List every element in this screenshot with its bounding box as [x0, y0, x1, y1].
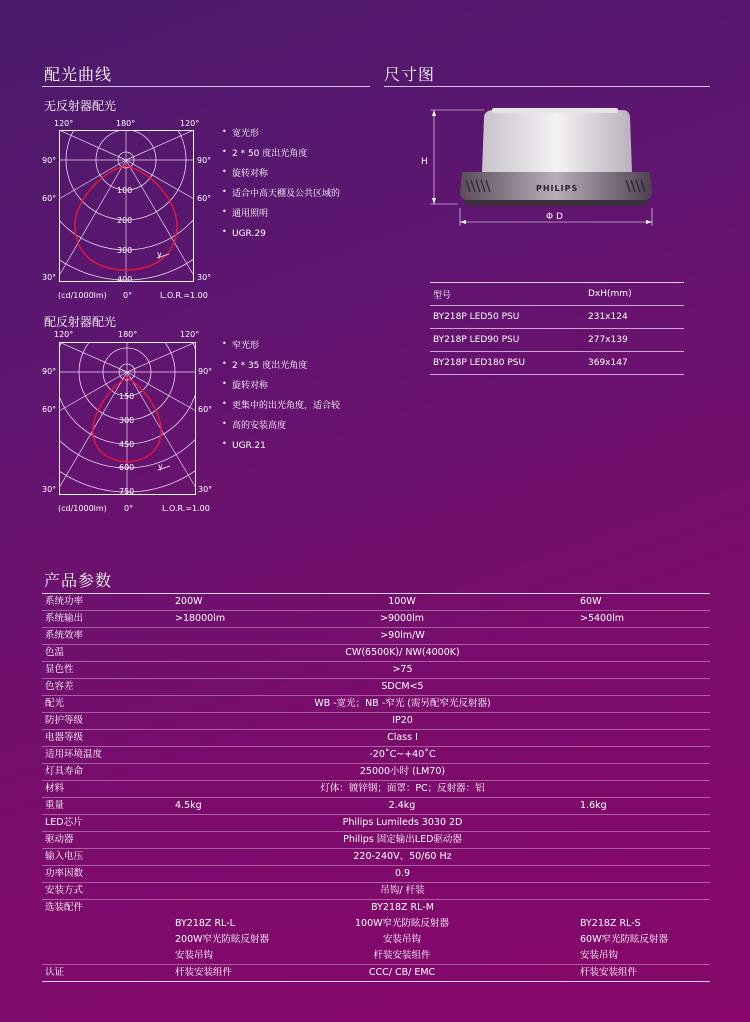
bullet-continuation: • 通用照明	[222, 204, 340, 224]
table-row	[42, 593, 710, 611]
param-key: 系统功率	[45, 596, 84, 607]
param-value: >90lm/W	[380, 630, 425, 641]
param-value-60w: >5400lm	[580, 613, 625, 624]
angle-120-left: 120°	[54, 119, 74, 128]
table-row	[430, 306, 684, 329]
bullet: • UGR.21	[222, 436, 340, 456]
param-value: 0.9	[394, 868, 411, 879]
angle-120-right: 120°	[180, 119, 200, 128]
accessory-60w: 安装吊钩	[580, 950, 619, 961]
param-key: 配光	[45, 698, 65, 709]
param-value: WB -宽光；NB -窄光 (需另配窄光反射器)	[314, 698, 491, 709]
param-key: 材料	[45, 783, 65, 794]
unit-label: (cd/1000lm)	[58, 291, 107, 300]
brand-label: PHILIPS	[536, 184, 579, 193]
accessory-200w: 安装吊钩	[175, 950, 214, 961]
cert-200w: 杆装安装组件	[175, 967, 233, 978]
angle-60-right: 60°	[197, 194, 212, 203]
curve2-bullets	[222, 336, 340, 456]
param-value: Philips Lumileds 3030 2D	[342, 817, 463, 828]
angle-60-right: 60°	[198, 405, 213, 414]
table-row	[42, 730, 710, 747]
table-row	[42, 611, 710, 628]
param-key: 驱动器	[45, 834, 74, 845]
bullet-continuation: • 高的安装高度	[222, 416, 340, 436]
curve1-bullets	[222, 124, 340, 244]
param-value-200w: 200W	[175, 596, 203, 607]
ring-label-750: 750	[119, 487, 135, 496]
angle-30-left: 30°	[42, 485, 57, 494]
param-key: 适用环境温度	[45, 749, 103, 760]
cert-60w: 杆装安装组件	[580, 967, 638, 978]
param-value: IP20	[392, 715, 413, 726]
param-key: 灯具寿命	[45, 766, 84, 777]
param-key: LED芯片	[45, 817, 83, 828]
param-value: >75	[392, 664, 413, 675]
angle-90-right: 90°	[197, 156, 212, 165]
bullet: • 适合中高天棚及公共区域的	[222, 184, 340, 204]
param-key: 色容差	[45, 681, 74, 692]
angle-180: 180°	[116, 119, 136, 128]
table-row	[42, 798, 710, 815]
ring-label-300: 300	[119, 416, 135, 425]
polar-chart-wide	[59, 130, 194, 282]
angle-30-right: 30°	[198, 485, 213, 494]
accessory-100w: 100W窄光防眩反射器	[354, 918, 450, 929]
cert-key: 认证	[45, 967, 65, 978]
params-title: 产品参数	[44, 571, 113, 590]
angle-30-right: 30°	[197, 273, 212, 282]
ring-label-200: 200	[117, 216, 133, 225]
param-value: 25000小时 (LM70)	[359, 766, 446, 777]
accessory-200w: 200W窄光防眩反射器	[175, 934, 270, 945]
bullet: • 旋转对称	[222, 164, 340, 184]
model-cell: BY218P LED50 PSU	[433, 312, 520, 322]
bullet: • 2 * 50 度出光角度	[222, 144, 340, 164]
angle-90-left: 90°	[42, 156, 57, 165]
size-cell: 369x147	[588, 358, 628, 368]
param-value-100w: >9000lm	[379, 613, 425, 624]
accessory-row	[42, 932, 710, 948]
ring-label-100: 100	[117, 186, 133, 195]
accessory-200w: BY218Z RL-L	[175, 918, 235, 929]
param-key: 功率因数	[45, 868, 84, 879]
curve1-title: 无反射器配光	[44, 99, 117, 113]
table-row	[42, 696, 710, 713]
gamma-label: γ	[158, 462, 163, 471]
angle-120-left: 120°	[54, 330, 74, 339]
ring-label-300: 300	[117, 246, 133, 255]
param-key: 防护等级	[45, 715, 84, 726]
param-key: 系统输出	[45, 613, 84, 624]
table-header	[430, 282, 684, 306]
param-value: -20˚C~+40˚C	[369, 749, 436, 760]
height-label: H	[421, 157, 428, 167]
ring-label-150: 150	[119, 392, 135, 401]
header-size: DxH(mm)	[588, 289, 632, 299]
ring-label-400: 400	[117, 275, 133, 284]
table-row	[42, 849, 710, 866]
accessory-100w: 安装吊钩	[382, 934, 421, 945]
table-row	[430, 329, 684, 352]
param-value-100w: 2.4kg	[388, 800, 416, 811]
model-table	[430, 282, 684, 375]
table-row	[42, 645, 710, 662]
table-row	[42, 747, 710, 764]
ring-label-450: 450	[119, 440, 135, 449]
bullet: • 窄光形	[222, 336, 340, 356]
bullet: • 更集中的出光角度，适合较	[222, 396, 340, 416]
diameter-label: Φ D	[546, 212, 563, 222]
model-cell: BY218P LED180 PSU	[433, 358, 526, 368]
param-key: 重量	[45, 800, 65, 811]
param-value-200w: >18000lm	[175, 613, 226, 624]
size-cell: 231x124	[588, 312, 628, 322]
polar-chart-narrow	[59, 342, 196, 495]
param-value-60w: 60W	[580, 596, 602, 607]
table-row	[42, 815, 710, 832]
accessory-60w: 60W窄光防眩反射器	[580, 934, 668, 945]
table-row	[42, 832, 710, 849]
param-value: Class I	[387, 732, 418, 743]
param-value: Philips 固定输出LED驱动器	[343, 834, 462, 845]
angle-60-left: 60°	[42, 405, 57, 414]
accessory-row	[42, 916, 710, 932]
table-row	[430, 352, 684, 375]
param-value-200w: 4.5kg	[175, 800, 202, 811]
table-row	[42, 883, 710, 900]
param-key: 显色性	[45, 664, 74, 675]
angle-120-right: 120°	[180, 330, 200, 339]
param-key: 系统效率	[45, 630, 84, 641]
accessory-100w: 杆装安装组件	[373, 950, 431, 961]
cert-row	[42, 964, 710, 982]
unit-label: (cd/1000lm)	[58, 504, 107, 513]
angle-0: 0°	[123, 291, 133, 300]
bullet: • 旋转对称	[222, 376, 340, 396]
lor-label: L.O.R.=1.00	[160, 291, 208, 300]
angle-60-left: 60°	[42, 194, 57, 203]
dimensions-rule	[384, 86, 710, 87]
curve2-title: 配反射器配光	[44, 315, 117, 329]
params-table	[42, 593, 710, 982]
param-value: 220-240V、50/60 Hz	[353, 851, 452, 862]
param-key: 选装配件	[45, 902, 84, 913]
ring-label-600: 600	[119, 463, 135, 472]
table-row	[42, 781, 710, 798]
lor-label: L.O.R.=1.00	[162, 504, 210, 513]
bullet: • 宽光形	[222, 124, 340, 144]
model-cell: BY218P LED90 PSU	[433, 335, 520, 345]
bullet: • 2 * 35 度出光角度	[222, 356, 340, 376]
table-row	[42, 866, 710, 883]
accessory-row	[42, 948, 710, 964]
param-key: 色温	[45, 647, 65, 658]
gamma-label: γ	[157, 250, 162, 259]
angle-30-left: 30°	[42, 273, 57, 282]
param-value-100w: 100W	[388, 596, 416, 607]
angle-0: 0°	[124, 504, 134, 513]
angle-90-right: 90°	[198, 367, 213, 376]
table-row	[42, 628, 710, 645]
angle-180: 180°	[118, 330, 138, 339]
table-row	[42, 679, 710, 696]
param-value: SDCM<5	[381, 681, 424, 692]
param-key: 电器等级	[45, 732, 84, 743]
param-value-60w: 1.6kg	[580, 800, 607, 811]
table-row	[42, 900, 710, 916]
cert-value: CCC/ CB/ EMC	[368, 967, 436, 978]
table-row	[42, 764, 710, 781]
light-curve-rule	[42, 86, 370, 87]
table-row	[42, 662, 710, 679]
table-row	[42, 713, 710, 730]
header-model: 型号	[433, 290, 452, 301]
light-curve-title: 配光曲线	[44, 65, 113, 84]
param-key: 安装方式	[45, 885, 84, 896]
param-value: 吊钩/ 杆装	[380, 885, 425, 896]
param-value: BY218Z RL-M	[371, 902, 434, 913]
param-value: 灯体：镀锌钢；面罩：PC；反射器：铝	[320, 783, 485, 794]
dimensions-title: 尺寸图	[384, 65, 436, 84]
accessory-60w: BY218Z RL-S	[580, 918, 641, 929]
bullet: • UGR.29	[222, 224, 340, 244]
luminaire-drawing	[414, 100, 674, 240]
size-cell: 277x139	[588, 335, 628, 345]
param-value: CW(6500K)/ NW(4000K)	[345, 647, 460, 658]
angle-90-left: 90°	[42, 367, 57, 376]
param-key: 输入电压	[45, 851, 84, 862]
